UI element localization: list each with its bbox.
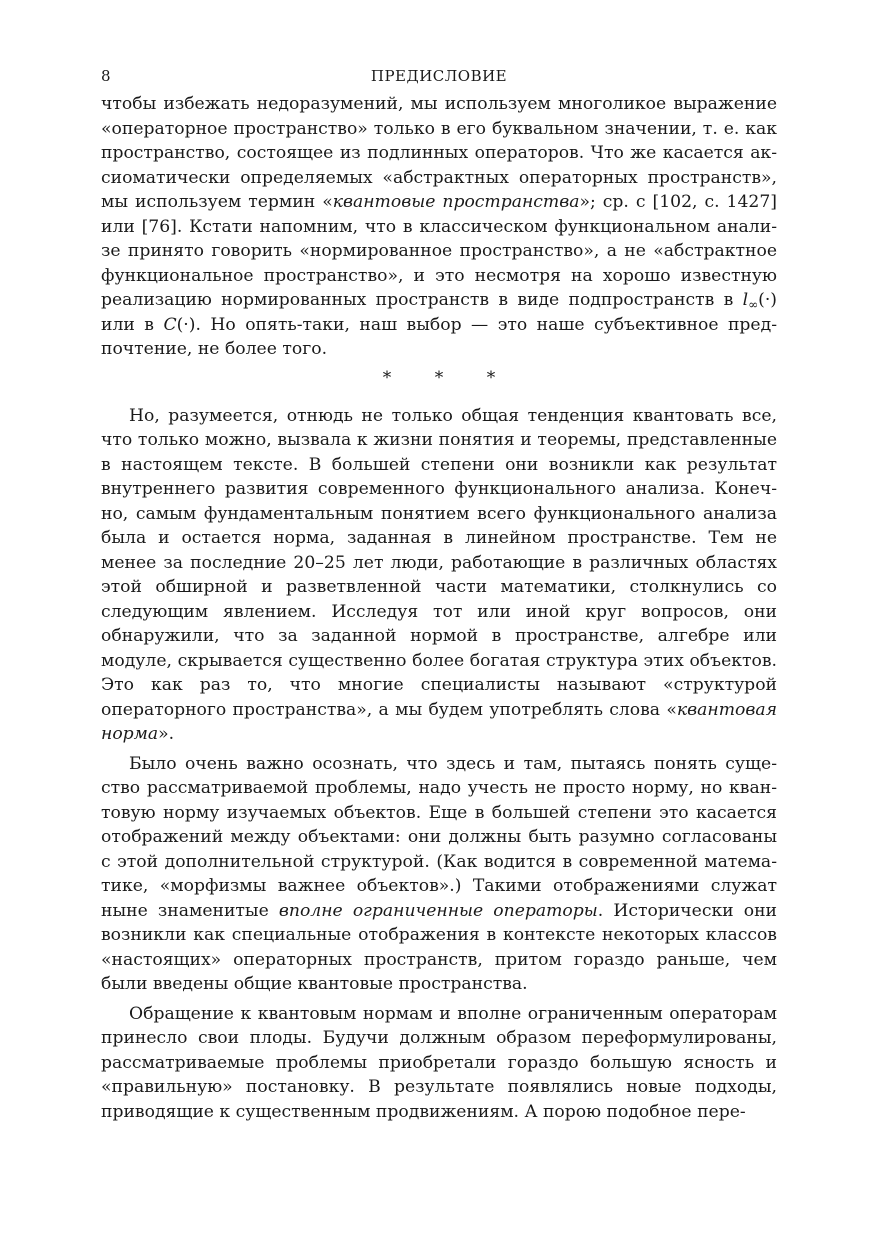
paragraph bbox=[101, 1002, 777, 1125]
paragraph-text: . Исторически они возникли как специальные отображения в контексте некоторых классов «настоящих» операторных пространств, притом гораздо раньше, чем были введены общие квантовые пространства. bbox=[101, 900, 778, 994]
page-number: 8 bbox=[101, 67, 111, 85]
chapter-title: ПРЕДИСЛОВИЕ bbox=[370, 67, 508, 85]
section-separator bbox=[101, 366, 777, 390]
emphasis-completely-bounded-operators: вполне ограниченные операторы bbox=[278, 900, 598, 921]
paragraph-text: Обращение к квантовым нормам и вполне ограниченным операторам принесло свои плоды. Будучи должным образом переформулированы, рассматриваемые проблемы приобретали гораздо большую ясность и «правильную» постановку. В результате появлялись новые подходы, приводящие к существенным продвижениям. А порою подобное пере- bbox=[101, 1003, 777, 1122]
body-text bbox=[101, 92, 777, 1124]
math-l-infinity bbox=[743, 290, 759, 310]
paragraph-text: »; ср. с [102, с. 1427] или [76]. Кстати напомним, что в классическом функциональном анализе принято говорить «нормированное пространство», а не «абстрактное функциональное пространство», и это несмотря на хорошо известную реализацию нормированных пространств в виде подпространств в bbox=[101, 192, 777, 310]
paragraph-text: ». bbox=[158, 724, 175, 744]
math-argument: (·) bbox=[176, 314, 196, 335]
math-subscript: ∞ bbox=[748, 297, 759, 312]
paragraph bbox=[101, 404, 777, 747]
math-symbol: l bbox=[742, 290, 749, 310]
math-argument: (·) bbox=[758, 290, 777, 310]
separator-star: * bbox=[434, 367, 444, 388]
paragraph-text: или в bbox=[101, 314, 164, 335]
emphasis-quantum-spaces: квантовые пространства bbox=[332, 192, 580, 212]
paragraph-text: Было очень важно осознать, что здесь и там, пытаясь понять существо рассматриваемой проблемы, надо учесть не просто норму, но квантовую норму изучаемых объектов. Еще в большей степени это касается отображений между объектами: они должны быть разумно согласованы с этой дополнительной структурой. (Как водится в современной математике, «морфизмы важнее объектов».) Такими отображениями служат ныне знаменитые bbox=[101, 753, 777, 921]
paragraph bbox=[101, 752, 777, 997]
separator-star: * bbox=[382, 367, 392, 388]
math-c: C bbox=[163, 314, 177, 335]
paragraph-text: чтобы избежать недоразумений, мы используем многоликое выражение «операторное пространство» только в его буквальном значении, т. е. как пространство, состоящее из подлинных операторов. Что же касается аксиоматически определяемых «абстрактных операторных пространств», мы используем термин « bbox=[101, 94, 777, 212]
emphasis-quantum-norm: квантовая норма bbox=[101, 699, 777, 744]
paragraph-continued bbox=[101, 92, 777, 362]
separator-star: * bbox=[486, 367, 496, 388]
paragraph-text: Но, разумеется, отнюдь не только общая тенденция квантовать все, что только можно, вызвала к жизни понятия и теоремы, представленные в настоящем тексте. В большей степени они возникли как результат внутреннего развития современного функционального анализа. Конечно, самым фундаментальным понятием всего функционального анализа была и остается норма, заданная в линейном пространстве. Тем не менее за последние 20–25 лет люди, работающие в различных областях этой обширной и разветвленной части математики, столкнулись со следующим явлением. Исследуя тот или иной круг вопросов, они обнаружили, что за заданной нормой в пространстве, алгебре или модуле, скрывается существенно более богатая структура этих объектов. Это как раз то, что многие специалисты называют «структурой операторного пространства», а мы будем употреблять слова « bbox=[101, 405, 777, 720]
page bbox=[101, 66, 777, 1124]
paragraph-text: . Но опять-таки, наш выбор — это наше субъективное предпочтение, не более того. bbox=[101, 314, 777, 359]
running-head bbox=[101, 66, 777, 92]
